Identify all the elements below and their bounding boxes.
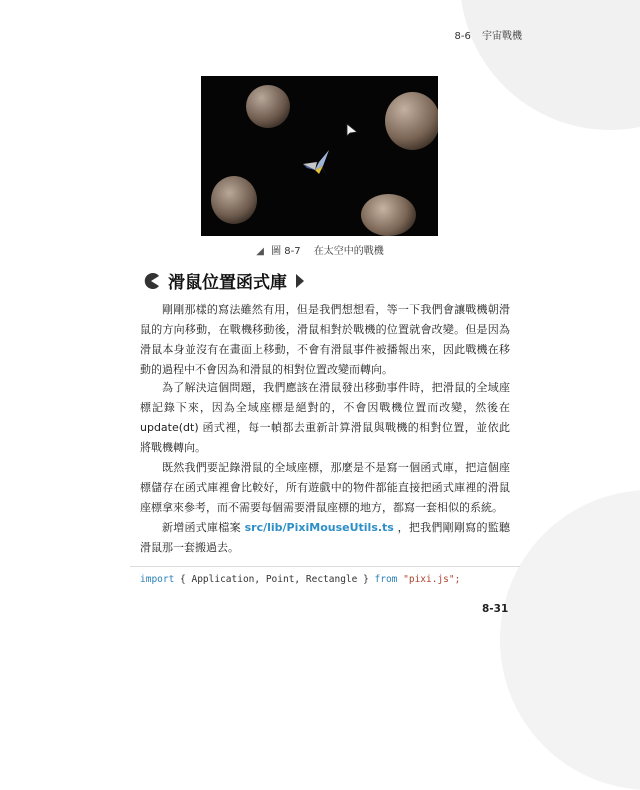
file-path-link: src/lib/PixiMouseUtils.ts [244, 521, 394, 534]
section-heading [142, 268, 305, 293]
figure-caption [0, 242, 640, 257]
paragraph-text: 新增函式庫檔案 [162, 521, 245, 534]
figure-label: 圖 8-7 [271, 246, 301, 257]
header-section-number: 8-6 [454, 31, 471, 42]
section-title-text: 滑鼠位置函式庫 [168, 273, 287, 293]
caption-marker-icon: ◢ [256, 246, 264, 257]
code-block [130, 566, 520, 596]
mouse-pointer-icon [346, 123, 358, 137]
asteroid [211, 176, 257, 224]
page-corner-decoration-bottom [500, 490, 640, 790]
header-chapter-title: 宇宙戰機 [482, 31, 522, 42]
code-identifiers: { Application, Point, Rectangle } [174, 574, 375, 585]
code-keyword: import [140, 574, 175, 585]
page-corner-decoration [460, 0, 640, 130]
asteroid [246, 85, 290, 128]
asteroid [385, 92, 438, 150]
heading-pacman-icon [142, 272, 160, 290]
asteroid [361, 194, 416, 236]
paragraph-text: ，把我們剛剛寫的監聽滑鼠那一套搬過去。 [140, 521, 510, 554]
running-header [446, 27, 522, 42]
spaceship-icon [297, 144, 337, 184]
page-number: 8-31 [482, 603, 509, 615]
body-paragraph [140, 518, 510, 558]
body-paragraph: 為了解決這個問題，我們應該在滑鼠發出移動事件時，把滑鼠的全域座標記錄下來，因為全域座標是絕對的，不會因戰機位置而改變，然後在 update(dt) 函式裡，每一幀都去重新計算滑鼠與戰機的相對位置，並依此將戰機轉向。 [140, 381, 510, 454]
figure-caption-text: 在太空中的戰機 [313, 246, 384, 257]
code-keyword: from [374, 574, 398, 585]
body-paragraph: 剛剛那樣的寫法雖然有用，但是我們想想看，等一下我們會讓戰機朝滑鼠的方向移動，在戰機移動後，滑鼠相對於戰機的位置就會改變。但是因為滑鼠本身並沒有在畫面上移動，不會有滑鼠事件被播報出來，因此戰機在移動的過程中不會因為和滑鼠的相對位置改變而轉向。 [140, 303, 510, 376]
code-string: "pixi.js"; [397, 574, 461, 585]
body-paragraph: 既然我們要記錄滑鼠的全域座標，那麼是不是寫一個函式庫，把這個座標儲存在函式庫裡會比較好，所有遊戲中的物件都能直接把函式庫裡的滑鼠座標拿來參考，而不需要每個需要滑鼠座標的地方，都寫一套相似的系統。 [140, 461, 510, 514]
heading-arrow-icon [295, 273, 305, 289]
game-screenshot-figure [201, 76, 438, 236]
